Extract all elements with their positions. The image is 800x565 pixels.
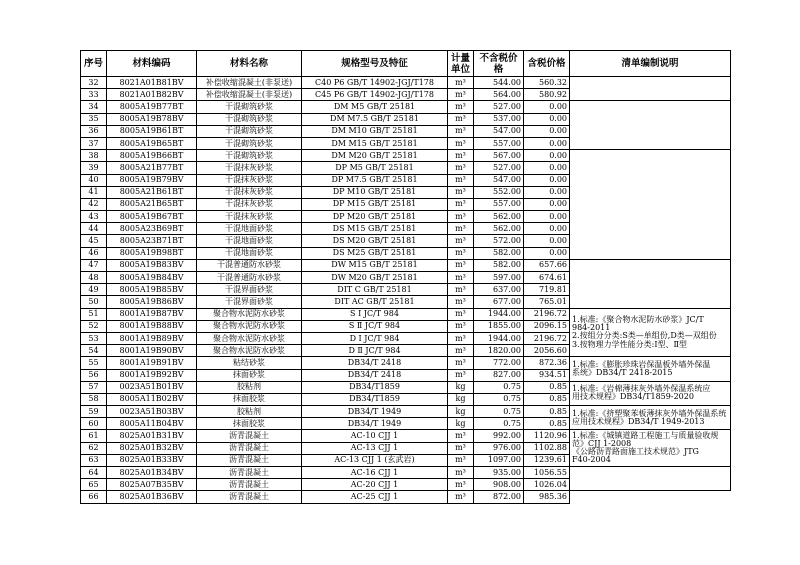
price-in-cell: 0.00 — [524, 186, 570, 198]
note-line: 系统》DB34/T 2418-2015 — [572, 368, 673, 377]
seq-cell: 49 — [81, 284, 107, 296]
unit-cell: m³ — [448, 174, 474, 186]
price-ex-cell: 597.00 — [474, 272, 524, 284]
price-in-cell: 0.00 — [524, 247, 570, 259]
price-in-cell: 0.00 — [524, 211, 570, 223]
seq-cell: 52 — [81, 320, 107, 332]
spec-cell: DW M15 GB/T 25181 — [302, 259, 448, 271]
code-cell: 0023A51B01BV — [107, 381, 197, 393]
name-cell: 干混抹灰砂浆 — [197, 198, 302, 210]
price-in-cell: 0.00 — [524, 113, 570, 125]
table-row — [81, 357, 731, 369]
price-in-cell: 1056.55 — [524, 467, 570, 479]
unit-cell: m³ — [448, 137, 474, 149]
unit-cell: m³ — [448, 296, 474, 308]
code-cell: 8005A21B77BT — [107, 162, 197, 174]
header-price-in: 含税价格 — [524, 51, 570, 77]
notes-eps-cell — [570, 406, 731, 430]
spec-cell: DP M20 GB/T 25181 — [302, 211, 448, 223]
price-in-cell: 1026.04 — [524, 479, 570, 491]
price-ex-cell: 1097.00 — [474, 454, 524, 466]
price-in-cell: 0.00 — [524, 162, 570, 174]
price-in-cell: 0.00 — [524, 137, 570, 149]
seq-cell: 33 — [81, 89, 107, 101]
code-cell: 8025A01B36BV — [107, 491, 197, 503]
code-cell: 8005A23B71BT — [107, 235, 197, 247]
price-in-cell: 2056.60 — [524, 345, 570, 357]
table-row — [81, 430, 731, 442]
code-cell: 8005A19B79BV — [107, 174, 197, 186]
table-row — [81, 491, 731, 503]
spec-cell: DP M15 GB/T 25181 — [302, 198, 448, 210]
price-ex-cell: 772.00 — [474, 357, 524, 369]
seq-cell: 62 — [81, 442, 107, 454]
code-cell: 8025A07B35BV — [107, 479, 197, 491]
unit-cell: m³ — [448, 430, 474, 442]
price-in-cell: 560.32 — [524, 77, 570, 89]
name-cell: 干混砌筑砂浆 — [197, 113, 302, 125]
seq-cell: 58 — [81, 393, 107, 405]
table-row — [81, 381, 731, 393]
seq-cell: 36 — [81, 125, 107, 137]
header-unit: 计量单位 — [448, 51, 474, 77]
seq-cell: 61 — [81, 430, 107, 442]
name-cell: 沥青混凝土 — [197, 442, 302, 454]
notes-asphalt-cell — [570, 430, 731, 467]
price-ex-cell: 677.00 — [474, 296, 524, 308]
price-ex-cell: 1855.00 — [474, 320, 524, 332]
name-cell: 干混界面砂浆 — [197, 284, 302, 296]
unit-cell: kg — [448, 393, 474, 405]
unit-cell: m³ — [448, 369, 474, 381]
name-cell: 聚合物水泥防水砂浆 — [197, 332, 302, 344]
table-row — [81, 467, 731, 479]
name-cell: 聚合物水泥防水砂浆 — [197, 308, 302, 320]
name-cell: 抹面砂浆 — [197, 369, 302, 381]
price-in-cell: 985.36 — [524, 491, 570, 503]
unit-cell: m³ — [448, 320, 474, 332]
price-in-cell: 0.00 — [524, 101, 570, 113]
table-row — [81, 308, 731, 320]
unit-cell: m³ — [448, 454, 474, 466]
seq-cell: 64 — [81, 467, 107, 479]
name-cell: 干混普通防水砂浆 — [197, 272, 302, 284]
seq-cell: 37 — [81, 137, 107, 149]
price-ex-cell: 0.75 — [474, 381, 524, 393]
spec-cell: DP M5 GB/T 25181 — [302, 162, 448, 174]
note-line: 应用技术规程》DB34/T 1949-2013 — [572, 416, 705, 426]
code-cell: 8001A19B87BV — [107, 308, 197, 320]
price-ex-cell: 0.75 — [474, 406, 524, 418]
price-ex-cell: 0.75 — [474, 393, 524, 405]
code-cell: 8005A19B83BV — [107, 259, 197, 271]
spec-cell: DS M15 GB/T 25181 — [302, 223, 448, 235]
table-row — [81, 247, 731, 259]
unit-cell: m³ — [448, 467, 474, 479]
price-ex-cell: 527.00 — [474, 162, 524, 174]
price-in-cell: 1102.88 — [524, 442, 570, 454]
note-line: 984-2011 — [572, 323, 611, 333]
seq-cell: 43 — [81, 211, 107, 223]
name-cell: 干混地面砂浆 — [197, 235, 302, 247]
spec-cell: DS M25 GB/T 25181 — [302, 247, 448, 259]
price-ex-cell: 562.00 — [474, 223, 524, 235]
unit-cell: m³ — [448, 211, 474, 223]
spec-cell: DB34/T 2418 — [302, 357, 448, 369]
code-cell: 8005A19B61BT — [107, 125, 197, 137]
name-cell: 胶粘剂 — [197, 406, 302, 418]
price-ex-cell: 827.00 — [474, 369, 524, 381]
price-in-cell: 2196.72 — [524, 308, 570, 320]
spec-cell: DB34/T 2418 — [302, 369, 448, 381]
name-cell: 粘结砂浆 — [197, 357, 302, 369]
code-cell: 8005A19B84BV — [107, 272, 197, 284]
table-row — [81, 259, 731, 271]
note-line: 用技术规程》DB34/T1859-2020 — [572, 392, 694, 402]
seq-cell: 45 — [81, 235, 107, 247]
code-cell: 8005A11B02BV — [107, 393, 197, 405]
spec-cell: DW M20 GB/T 25181 — [302, 272, 448, 284]
spec-cell: AC-16 CJJ 1 — [302, 467, 448, 479]
seq-cell: 47 — [81, 259, 107, 271]
spec-cell: DM M5 GB/T 25181 — [302, 101, 448, 113]
note-line: 《公路沥青路面施工技术规范》JTG — [572, 447, 699, 457]
price-ex-cell: 564.00 — [474, 89, 524, 101]
seq-cell: 39 — [81, 162, 107, 174]
code-cell: 8025A01B31BV — [107, 430, 197, 442]
price-ex-cell: 872.00 — [474, 491, 524, 503]
price-ex-cell: 537.00 — [474, 113, 524, 125]
spec-cell: AC-13 CJJ 1 (玄武岩) — [302, 454, 448, 466]
unit-cell: m³ — [448, 308, 474, 320]
seq-cell: 38 — [81, 150, 107, 162]
notes-blank-cell — [570, 101, 731, 150]
price-in-cell: 0.00 — [524, 198, 570, 210]
unit-cell: m³ — [448, 198, 474, 210]
code-cell: 8005A19B77BT — [107, 101, 197, 113]
name-cell: 干混抹灰砂浆 — [197, 186, 302, 198]
name-cell: 抹面胶浆 — [197, 393, 302, 405]
code-cell: 8001A19B91BV — [107, 357, 197, 369]
unit-cell: kg — [448, 381, 474, 393]
name-cell: 干混普通防水砂浆 — [197, 259, 302, 271]
seq-cell: 59 — [81, 406, 107, 418]
name-cell: 干混抹灰砂浆 — [197, 174, 302, 186]
price-in-cell: 657.66 — [524, 259, 570, 271]
header-seq: 序号 — [81, 51, 107, 77]
price-ex-cell: 547.00 — [474, 174, 524, 186]
price-in-cell: 0.85 — [524, 406, 570, 418]
note-line: 1.标准:《挤塑聚苯板薄抹灰外墙外保温系统 — [572, 408, 727, 418]
table-row — [81, 211, 731, 223]
spec-cell: AC-13 CJJ 1 — [302, 442, 448, 454]
spec-cell: DB34/T 1949 — [302, 418, 448, 430]
price-in-cell: 0.00 — [524, 174, 570, 186]
price-in-cell: 934.51 — [524, 369, 570, 381]
note-line: 范》CJJ 1-2008 — [572, 439, 632, 449]
seq-cell: 65 — [81, 479, 107, 491]
name-cell: 胶粘剂 — [197, 381, 302, 393]
code-cell: 8005A21B61BT — [107, 186, 197, 198]
unit-cell: m³ — [448, 235, 474, 247]
price-ex-cell: 544.00 — [474, 77, 524, 89]
unit-cell: m³ — [448, 491, 474, 503]
price-ex-cell: 935.00 — [474, 467, 524, 479]
price-ex-cell: 557.00 — [474, 137, 524, 149]
code-cell: 8005A19B66BT — [107, 150, 197, 162]
code-cell: 8005A19B65BT — [107, 137, 197, 149]
price-in-cell: 0.00 — [524, 150, 570, 162]
spec-cell: DB34/T1859 — [302, 393, 448, 405]
seq-cell: 42 — [81, 198, 107, 210]
spec-cell: AC-25 CJJ 1 — [302, 491, 448, 503]
code-cell: 8001A19B89BV — [107, 332, 197, 344]
unit-cell: m³ — [448, 259, 474, 271]
unit-cell: m³ — [448, 162, 474, 174]
header-price-ex: 不含税价 格 — [474, 51, 524, 77]
name-cell: 干混地面砂浆 — [197, 223, 302, 235]
notes-insulation-cell — [570, 357, 731, 381]
notes-rockwool-cell — [570, 381, 731, 405]
price-in-cell: 2096.15 — [524, 320, 570, 332]
code-cell: 8025A01B34BV — [107, 467, 197, 479]
unit-cell: m³ — [448, 247, 474, 259]
spec-cell: DP M10 GB/T 25181 — [302, 186, 448, 198]
table-body — [81, 77, 731, 504]
seq-cell: 35 — [81, 113, 107, 125]
unit-cell: m³ — [448, 442, 474, 454]
code-cell: 8025A01B32BV — [107, 442, 197, 454]
name-cell: 干混地面砂浆 — [197, 247, 302, 259]
unit-cell: m³ — [448, 272, 474, 284]
unit-cell: m³ — [448, 345, 474, 357]
table-row — [81, 235, 731, 247]
unit-cell: m³ — [448, 77, 474, 89]
spec-cell: D Ⅱ JC/T 984 — [302, 345, 448, 357]
price-ex-cell: 992.00 — [474, 430, 524, 442]
name-cell: 干混抹灰砂浆 — [197, 162, 302, 174]
note-line: 1.标准:《聚合物水泥防水砂浆》JC/T — [572, 315, 704, 325]
note-line: 1.标准:《膨胀珍珠岩保温板外墙外保温 — [572, 359, 711, 369]
seq-cell: 60 — [81, 418, 107, 430]
table-header — [81, 51, 731, 77]
seq-cell: 63 — [81, 454, 107, 466]
price-in-cell: 0.85 — [524, 418, 570, 430]
table-row — [81, 406, 731, 418]
price-in-cell: 719.81 — [524, 284, 570, 296]
seq-cell: 46 — [81, 247, 107, 259]
table-row — [81, 198, 731, 210]
price-in-cell: 1239.61 — [524, 454, 570, 466]
note-line: 1.标准:《岩棉薄抹灰外墙外保温系统应 — [572, 384, 711, 394]
price-ex-cell: 908.00 — [474, 479, 524, 491]
spec-cell: DS M20 GB/T 25181 — [302, 235, 448, 247]
price-ex-cell: 0.75 — [474, 418, 524, 430]
header-code: 材料编码 — [107, 51, 197, 77]
unit-cell: m³ — [448, 101, 474, 113]
code-cell: 8005A19B85BV — [107, 284, 197, 296]
code-cell: 8001A19B90BV — [107, 345, 197, 357]
spec-cell: S Ⅱ JC/T 984 — [302, 320, 448, 332]
price-ex-cell: 527.00 — [474, 101, 524, 113]
price-in-cell: 765.01 — [524, 296, 570, 308]
name-cell: 补偿收缩混凝土(非泵送) — [197, 77, 302, 89]
unit-cell: kg — [448, 406, 474, 418]
price-ex-cell: 547.00 — [474, 125, 524, 137]
spec-cell: AC-20 CJJ 1 — [302, 479, 448, 491]
price-ex-cell: 1820.00 — [474, 345, 524, 357]
notes-blank-cell — [570, 467, 731, 491]
table-row — [81, 223, 731, 235]
price-ex-cell: 976.00 — [474, 442, 524, 454]
unit-cell: m³ — [448, 284, 474, 296]
unit-cell: kg — [448, 418, 474, 430]
table-row — [81, 162, 731, 174]
spec-cell: DM M15 GB/T 25181 — [302, 137, 448, 149]
name-cell: 抹面胶浆 — [197, 418, 302, 430]
table-row — [81, 77, 731, 89]
name-cell: 补偿收缩混凝土(非泵送) — [197, 89, 302, 101]
table-row — [81, 101, 731, 113]
spec-cell: DB34/T1859 — [302, 381, 448, 393]
code-cell: 8005A19B67BT — [107, 211, 197, 223]
code-cell: 8025A01B33BV — [107, 454, 197, 466]
seq-cell: 50 — [81, 296, 107, 308]
seq-cell: 55 — [81, 357, 107, 369]
name-cell: 干混抹灰砂浆 — [197, 211, 302, 223]
name-cell: 沥青混凝土 — [197, 430, 302, 442]
code-cell: 0023A51B03BV — [107, 406, 197, 418]
price-ex-cell: 562.00 — [474, 211, 524, 223]
name-cell: 聚合物水泥防水砂浆 — [197, 320, 302, 332]
unit-cell: m³ — [448, 186, 474, 198]
code-cell: 8005A19B98BT — [107, 247, 197, 259]
code-cell: 8005A19B78BV — [107, 113, 197, 125]
header-name: 材料名称 — [197, 51, 302, 77]
seq-cell: 41 — [81, 186, 107, 198]
spec-cell: S Ⅰ JC/T 984 — [302, 308, 448, 320]
spec-cell: DIT C GB/T 25181 — [302, 284, 448, 296]
seq-cell: 32 — [81, 77, 107, 89]
code-cell: 8005A23B69BT — [107, 223, 197, 235]
price-in-cell: 0.00 — [524, 125, 570, 137]
notes-blank-cell — [570, 259, 731, 308]
unit-cell: m³ — [448, 357, 474, 369]
price-ex-cell: 567.00 — [474, 150, 524, 162]
note-line: F40-2004 — [572, 455, 611, 465]
code-cell: 8005A21B65BT — [107, 198, 197, 210]
spec-cell: DM M20 GB/T 25181 — [302, 150, 448, 162]
code-cell: 8021A01B82BV — [107, 89, 197, 101]
price-in-cell: 0.85 — [524, 381, 570, 393]
notes-polymer-cell — [570, 308, 731, 357]
seq-cell: 34 — [81, 101, 107, 113]
name-cell: 干混砌筑砂浆 — [197, 137, 302, 149]
table-row — [81, 186, 731, 198]
spec-cell: DIT AC GB/T 25181 — [302, 296, 448, 308]
unit-cell: m³ — [448, 125, 474, 137]
name-cell: 聚合物水泥防水砂浆 — [197, 345, 302, 357]
seq-cell: 48 — [81, 272, 107, 284]
unit-cell: m³ — [448, 150, 474, 162]
code-cell: 8005A19B86BV — [107, 296, 197, 308]
unit-cell: m³ — [448, 223, 474, 235]
price-in-cell: 580.92 — [524, 89, 570, 101]
spec-cell: DP M7.5 GB/T 25181 — [302, 174, 448, 186]
price-in-cell: 674.61 — [524, 272, 570, 284]
price-in-cell: 2196.72 — [524, 332, 570, 344]
spec-cell: DM M7.5 GB/T 25181 — [302, 113, 448, 125]
code-cell: 8021A01B81BV — [107, 77, 197, 89]
code-cell: 8001A19B92BV — [107, 369, 197, 381]
note-line: 1.标准:《城镇道路工程施工与质量验收规 — [572, 430, 719, 440]
seq-cell: 51 — [81, 308, 107, 320]
unit-cell: m³ — [448, 113, 474, 125]
price-ex-cell: 637.00 — [474, 284, 524, 296]
spec-cell: DB34/T 1949 — [302, 406, 448, 418]
spec-cell: C45 P6 GB/T 14902-JGJ/T178 — [302, 89, 448, 101]
seq-cell: 66 — [81, 491, 107, 503]
seq-cell: 54 — [81, 345, 107, 357]
spec-cell: AC-10 CJJ 1 — [302, 430, 448, 442]
note-line: 2.按组分分类:S类—单组份,D类—双组份 — [572, 331, 717, 341]
unit-cell: m³ — [448, 479, 474, 491]
note-line: 3.按物理力学性能分类:Ⅰ型、Ⅱ型 — [572, 339, 687, 349]
name-cell: 沥青混凝土 — [197, 491, 302, 503]
price-in-cell: 0.00 — [524, 235, 570, 247]
code-cell: 8001A19B88BV — [107, 320, 197, 332]
material-price-table — [80, 50, 731, 504]
seq-cell: 44 — [81, 223, 107, 235]
seq-cell: 57 — [81, 381, 107, 393]
header-spec: 规格型号及特征 — [302, 51, 448, 77]
seq-cell: 53 — [81, 332, 107, 344]
price-ex-cell: 557.00 — [474, 198, 524, 210]
price-ex-cell: 552.00 — [474, 186, 524, 198]
notes-blank-cell — [570, 77, 731, 101]
seq-cell: 56 — [81, 369, 107, 381]
name-cell: 沥青混凝土 — [197, 454, 302, 466]
spec-cell: C40 P6 GB/T 14902-JGJ/T178 — [302, 77, 448, 89]
name-cell: 干混砌筑砂浆 — [197, 125, 302, 137]
spec-cell: D Ⅰ JC/T 984 — [302, 332, 448, 344]
price-ex-cell: 582.00 — [474, 259, 524, 271]
name-cell: 干混砌筑砂浆 — [197, 150, 302, 162]
price-in-cell: 0.85 — [524, 393, 570, 405]
name-cell: 干混砌筑砂浆 — [197, 101, 302, 113]
seq-cell: 40 — [81, 174, 107, 186]
price-ex-cell: 572.00 — [474, 235, 524, 247]
code-cell: 8005A11B04BV — [107, 418, 197, 430]
name-cell: 沥青混凝土 — [197, 467, 302, 479]
spec-cell: DM M10 GB/T 25181 — [302, 125, 448, 137]
unit-cell: m³ — [448, 332, 474, 344]
price-ex-cell: 1944.00 — [474, 308, 524, 320]
unit-cell: m³ — [448, 89, 474, 101]
name-cell: 沥青混凝土 — [197, 479, 302, 491]
price-ex-cell: 582.00 — [474, 247, 524, 259]
header-notes: 清单编制说明 — [570, 51, 731, 77]
table-row — [81, 150, 731, 162]
name-cell: 干混界面砂浆 — [197, 296, 302, 308]
price-in-cell: 1120.96 — [524, 430, 570, 442]
price-in-cell: 0.00 — [524, 223, 570, 235]
price-ex-cell: 1944.00 — [474, 332, 524, 344]
table-row — [81, 174, 731, 186]
price-in-cell: 872.36 — [524, 357, 570, 369]
